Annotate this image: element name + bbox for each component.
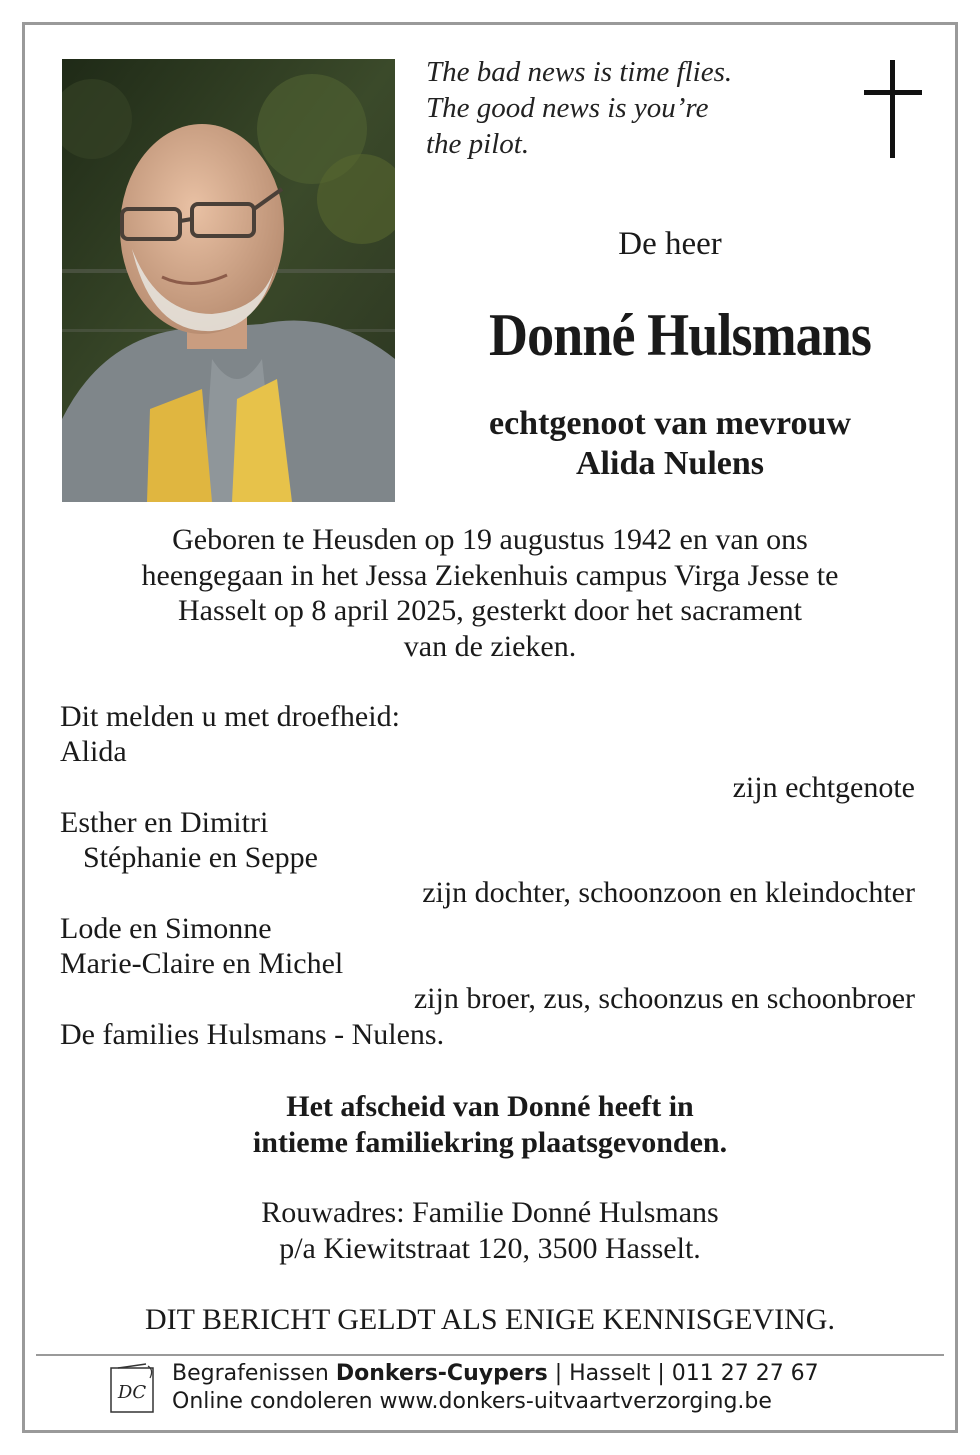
relation-label: zijn echtgenote [732, 770, 915, 804]
relation-label: zijn broer, zus, schoonzus en schoonbroer [413, 982, 915, 1016]
family-member: De families Hulsmans - Nulens. [60, 1017, 445, 1051]
farewell-line: intieme familiekring plaatsgevonden. [252, 1126, 728, 1159]
family-member: Stéphanie en Seppe [83, 841, 318, 875]
quote-line: The bad news is time flies. [426, 56, 733, 88]
spouse-name: Alida Nulens [576, 445, 764, 482]
cross-icon [864, 60, 922, 160]
footer-line-1 [172, 1360, 932, 1388]
address-line: p/a Kiewitstraat 120, 3500 Hasselt. [279, 1232, 701, 1265]
family-list [60, 699, 915, 1052]
portrait-photo [62, 59, 395, 502]
honorific: De heer [618, 226, 722, 262]
paragraph-line: heengegaan in het Jessa Ziekenhuis campus Virga Jesse te [141, 558, 839, 592]
relation-label: zijn dochter, schoonzoon en kleindochter [422, 876, 915, 910]
family-intro: Dit melden u met droefheid: [60, 700, 400, 733]
company-name: Donkers-Cuypers [335, 1361, 548, 1386]
family-member: Marie-Claire en Michel [60, 947, 344, 981]
funeral-home-logo [108, 1362, 158, 1416]
footer-prefix: Begrafenissen [172, 1361, 336, 1386]
logo-text: DC [117, 1382, 147, 1403]
spouse-block [420, 404, 920, 484]
family-member: Alida [60, 735, 127, 769]
footer-contact: | Hasselt | 011 27 27 67 [547, 1361, 819, 1386]
farewell-notice [40, 1089, 940, 1161]
address-line: Rouwadres: Familie Donné Hulsmans [261, 1196, 719, 1229]
spouse-line: echtgenoot van mevrouw [489, 405, 851, 442]
quote-line: the pilot. [426, 128, 530, 160]
family-member: Esther en Dimitri [60, 805, 269, 839]
funeral-home-footer [172, 1360, 932, 1416]
quote-line: The good news is you’re [426, 92, 709, 124]
deceased-name: Donné Hulsmans [488, 302, 872, 368]
mourning-address [40, 1195, 940, 1267]
birth-death-paragraph [40, 522, 940, 664]
paragraph-line: Hasselt op 8 april 2025, gesterkt door het sacrament [178, 594, 802, 627]
notice-statement: DIT BERICHT GELDT ALS ENIGE KENNISGEVING. [145, 1303, 835, 1336]
motto-quote [426, 54, 826, 162]
paragraph-line: Geboren te Heusden op 19 augustus 1942 en van ons [172, 523, 808, 556]
footer-divider [36, 1354, 944, 1356]
paragraph-line: van de zieken. [403, 629, 577, 663]
family-member: Lode en Simonne [60, 911, 272, 945]
footer-condolence-link[interactable]: Online condoleren www.donkers-uitvaartverzorging.be [172, 1389, 772, 1414]
farewell-line: Het afscheid van Donné heeft in [286, 1090, 694, 1123]
